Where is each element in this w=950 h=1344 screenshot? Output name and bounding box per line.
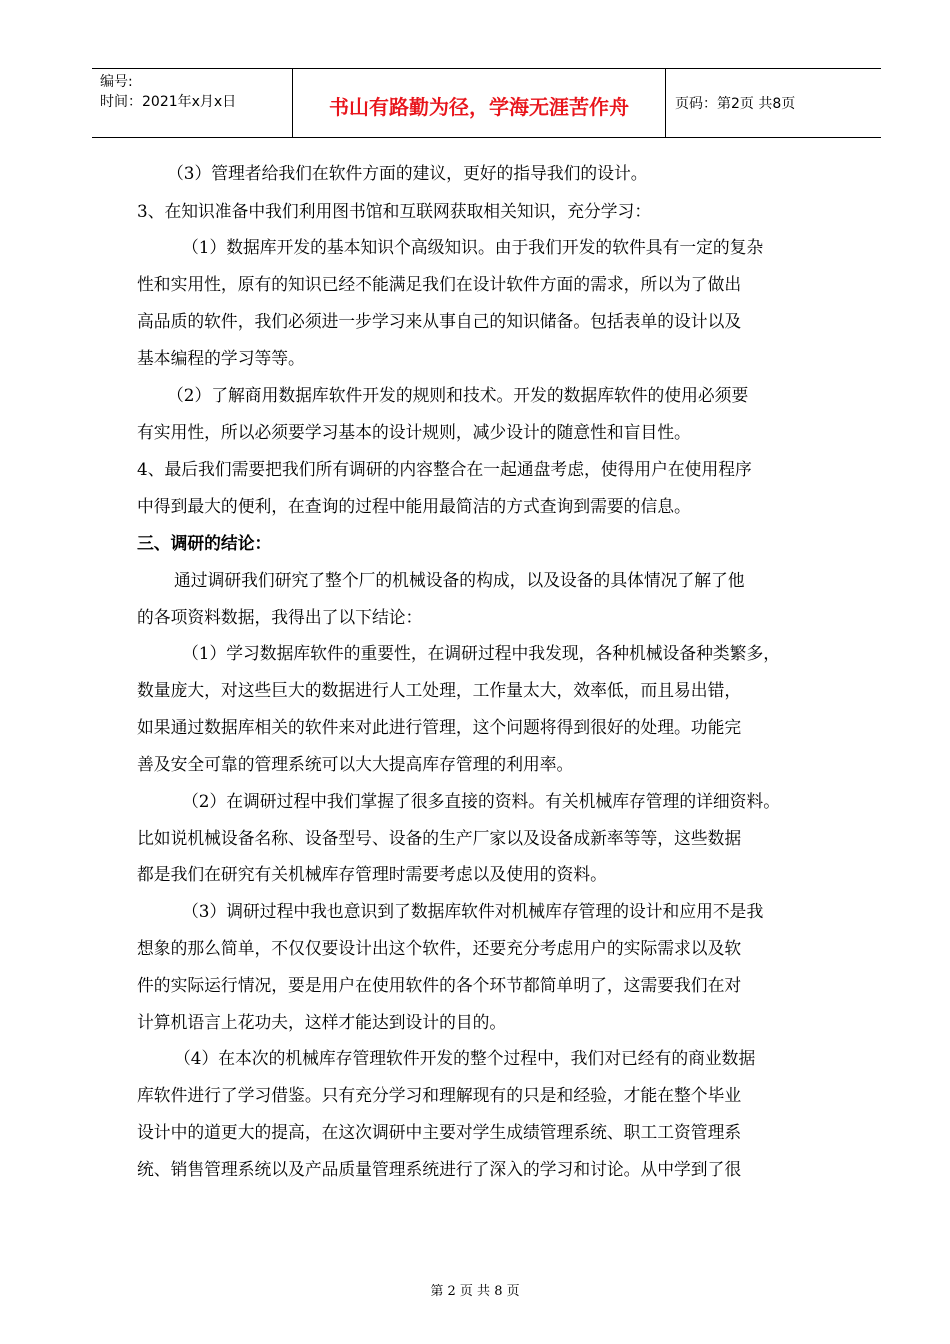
header-page-info: 页码：第2页 共8页 xyxy=(675,96,796,112)
text-line: 通过调研我们研究了整个厂的机械设备的构成，以及设备的具体情况了解了他 xyxy=(174,570,745,590)
header-meta-cell xyxy=(92,69,292,137)
text-line: 4、最后我们需要把我们所有调研的内容整合在一起通盘考虑，使得用户在使用程序 xyxy=(137,459,752,479)
text-line: 统、销售管理系统以及产品质量管理系统进行了深入的学习和讨论。从中学到了很 xyxy=(137,1159,742,1179)
text-line: 善及安全可靠的管理系统可以大大提高库存管理的利用率。 xyxy=(137,754,574,774)
text-line: 计算机语言上花功夫，这样才能达到设计的目的。 xyxy=(137,1012,507,1032)
text-line: （2）在调研过程中我们掌握了很多直接的资料。有关机械库存管理的详细资料。 xyxy=(182,791,781,811)
text-line: 数量庞大，对这些巨大的数据进行人工处理，工作量太大，效率低，而且易出错， xyxy=(137,680,742,700)
document-number-label: 编号: xyxy=(100,74,133,90)
text-line: （4）在本次的机械库存管理软件开发的整个过程中，我们对已经有的商业数据 xyxy=(174,1048,756,1068)
text-line: 3、在知识准备中我们利用图书馆和互联网获取相关知识，充分学习： xyxy=(137,201,652,221)
text-line: 高品质的软件，我们必须进一步学习来从事自己的知识储备。包括表单的设计以及 xyxy=(137,311,742,331)
text-line: 想象的那么简单，不仅仅要设计出这个软件，还要充分考虑用户的实际需求以及软 xyxy=(137,938,742,958)
header-motto-cell xyxy=(292,69,666,137)
text-line: 基本编程的学习等等。 xyxy=(137,348,305,368)
page-header xyxy=(92,68,881,138)
text-line: 中得到最大的便利，在查询的过程中能用最简洁的方式查询到需要的信息。 xyxy=(137,496,691,516)
text-line: 有实用性，所以必须要学习基本的设计规则，减少设计的随意性和盲目性。 xyxy=(137,422,691,442)
header-motto: 书山有路勤为径，学海无涯苦作舟 xyxy=(329,95,629,119)
text-line: （1）学习数据库软件的重要性，在调研过程中我发现，各种机械设备种类繁多， xyxy=(182,643,781,663)
text-line: （3）管理者给我们在软件方面的建议，更好的指导我们的设计。 xyxy=(167,163,648,183)
text-line: （2）了解商用数据库软件开发的规则和技术。开发的数据库软件的使用必须要 xyxy=(167,385,749,405)
document-time-label: 时间：2021年x月x日 xyxy=(100,94,237,110)
text-line: 件的实际运行情况，要是用户在使用软件的各个环节都简单明了，这需要我们在对 xyxy=(137,975,742,995)
page-footer: 第 2 页 共 8 页 xyxy=(430,1284,520,1299)
text-line: 的各项资料数据，我得出了以下结论： xyxy=(137,607,423,627)
text-line: 都是我们在研究有关机械库存管理时需要考虑以及使用的资料。 xyxy=(137,864,607,884)
text-line: 设计中的道更大的提高，在这次调研中主要对学生成绩管理系统、职工工资管理系 xyxy=(137,1122,742,1142)
text-line: 比如说机械设备名称、设备型号、设备的生产厂家以及设备成新率等等，这些数据 xyxy=(137,828,742,848)
text-line: （1）数据库开发的基本知识个高级知识。由于我们开发的软件具有一定的复杂 xyxy=(182,237,764,257)
text-line: （3）调研过程中我也意识到了数据库软件对机械库存管理的设计和应用不是我 xyxy=(182,901,764,921)
text-line: 如果通过数据库相关的软件来对此进行管理，这个问题将得到很好的处理。功能完 xyxy=(137,717,742,737)
header-page-cell xyxy=(665,69,881,137)
section-heading: 三、调研的结论： xyxy=(137,533,272,553)
text-line: 性和实用性，原有的知识已经不能满足我们在设计软件方面的需求，所以为了做出 xyxy=(137,274,742,294)
text-line: 库软件进行了学习借鉴。只有充分学习和理解现有的只是和经验，才能在整个毕业 xyxy=(137,1085,742,1105)
